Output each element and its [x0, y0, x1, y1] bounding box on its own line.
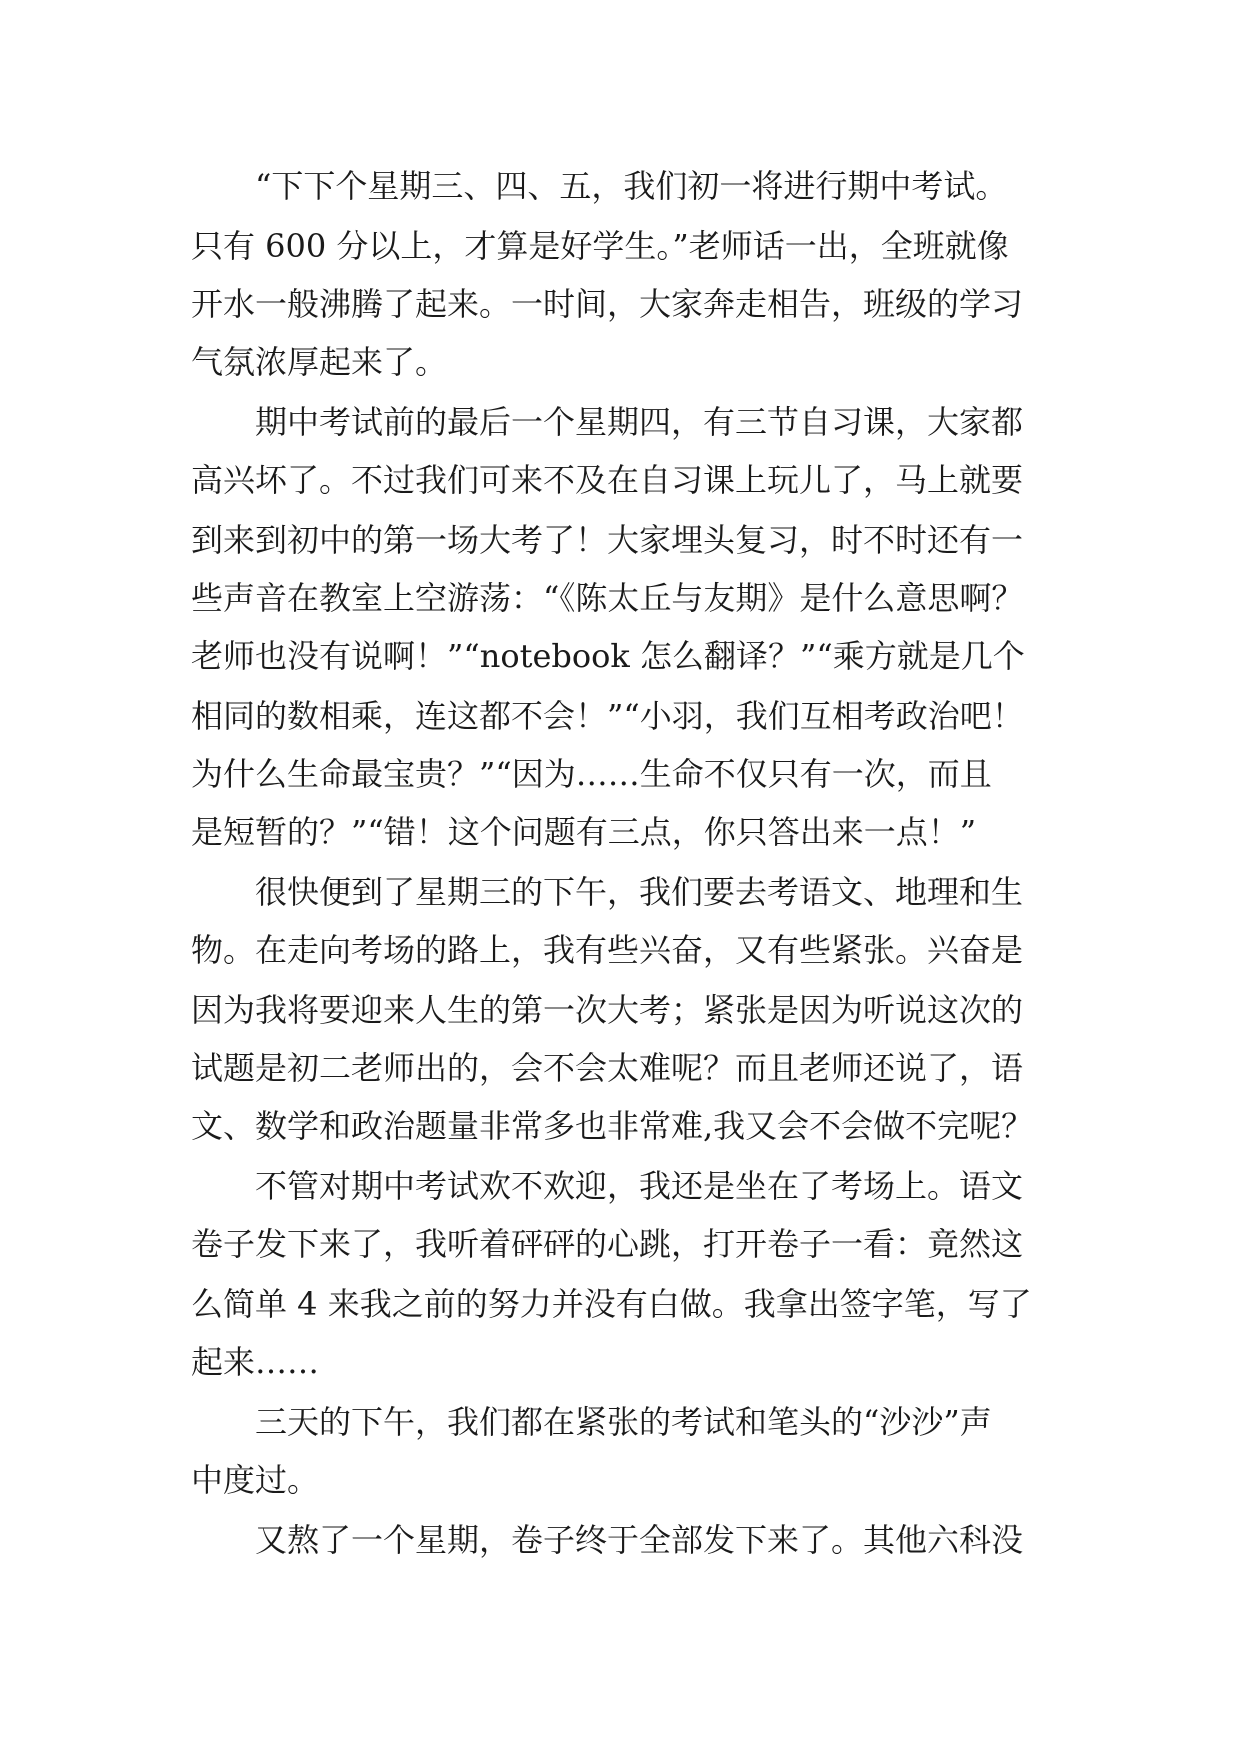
text-line: 相同的数相乘，连这都不会！”“小羽，我们互相考政治吧！	[191, 697, 1024, 735]
text-line: 物。在走向考场的路上，我有些兴奋，又有些紧张。兴奋是	[191, 931, 1024, 969]
text-line: “下下个星期三、四、五，我们初一将进行期中考试。	[191, 167, 1008, 205]
text-line: 到来到初中的第一场大考了！大家埋头复习，时不时还有一	[191, 521, 1024, 559]
text-line: 卷子发下来了，我听着砰砰的心跳，打开卷子一看：竟然这	[191, 1225, 1024, 1263]
text-line: 因为我将要迎来人生的第一次大考；紧张是因为听说这次的	[191, 991, 1024, 1029]
text-line: 起来……	[191, 1343, 320, 1381]
text-line: 文、数学和政治题量非常多也非常难,我又会不会做不完呢？	[191, 1107, 1034, 1145]
text-line: 很快便到了星期三的下午，我们要去考语文、地理和生	[191, 873, 1024, 911]
text-line: 气氛浓厚起来了。	[191, 343, 448, 381]
text-line: 中度过。	[191, 1461, 320, 1499]
text-line: 些声音在教室上空游荡：“《陈太丘与友期》是什么意思啊？	[191, 579, 1024, 617]
text-line: 高兴坏了。不过我们可来不及在自习课上玩儿了，马上就要	[191, 461, 1024, 499]
text-line: 为什么生命最宝贵？”“因为……生命不仅只有一次，而且	[191, 755, 992, 793]
text-line: 么简单 4 来我之前的努力并没有白做。我拿出签字笔，写了	[191, 1285, 1032, 1323]
text-line: 三天的下午，我们都在紧张的考试和笔头的“沙沙”声	[191, 1403, 992, 1441]
text-line: 期中考试前的最后一个星期四，有三节自习课，大家都	[191, 403, 1024, 441]
text-line: 又熬了一个星期，卷子终于全部发下来了。其他六科没	[191, 1521, 1024, 1559]
text-line: 开水一般沸腾了起来。一时间，大家奔走相告，班级的学习	[191, 285, 1024, 323]
text-line: 老师也没有说啊！”“notebook 怎么翻译？”“乘方就是几个	[191, 637, 1025, 675]
text-line: 试题是初二老师出的，会不会太难呢？而且老师还说了，语	[191, 1049, 1024, 1087]
text-line: 只有 600 分以上，才算是好学生。”老师话一出，全班就像	[191, 227, 1009, 265]
text-line: 不管对期中考试欢不欢迎，我还是坐在了考场上。语文	[191, 1167, 1024, 1205]
text-line: 是短暂的？”“错！这个问题有三点，你只答出来一点！”	[191, 813, 977, 851]
